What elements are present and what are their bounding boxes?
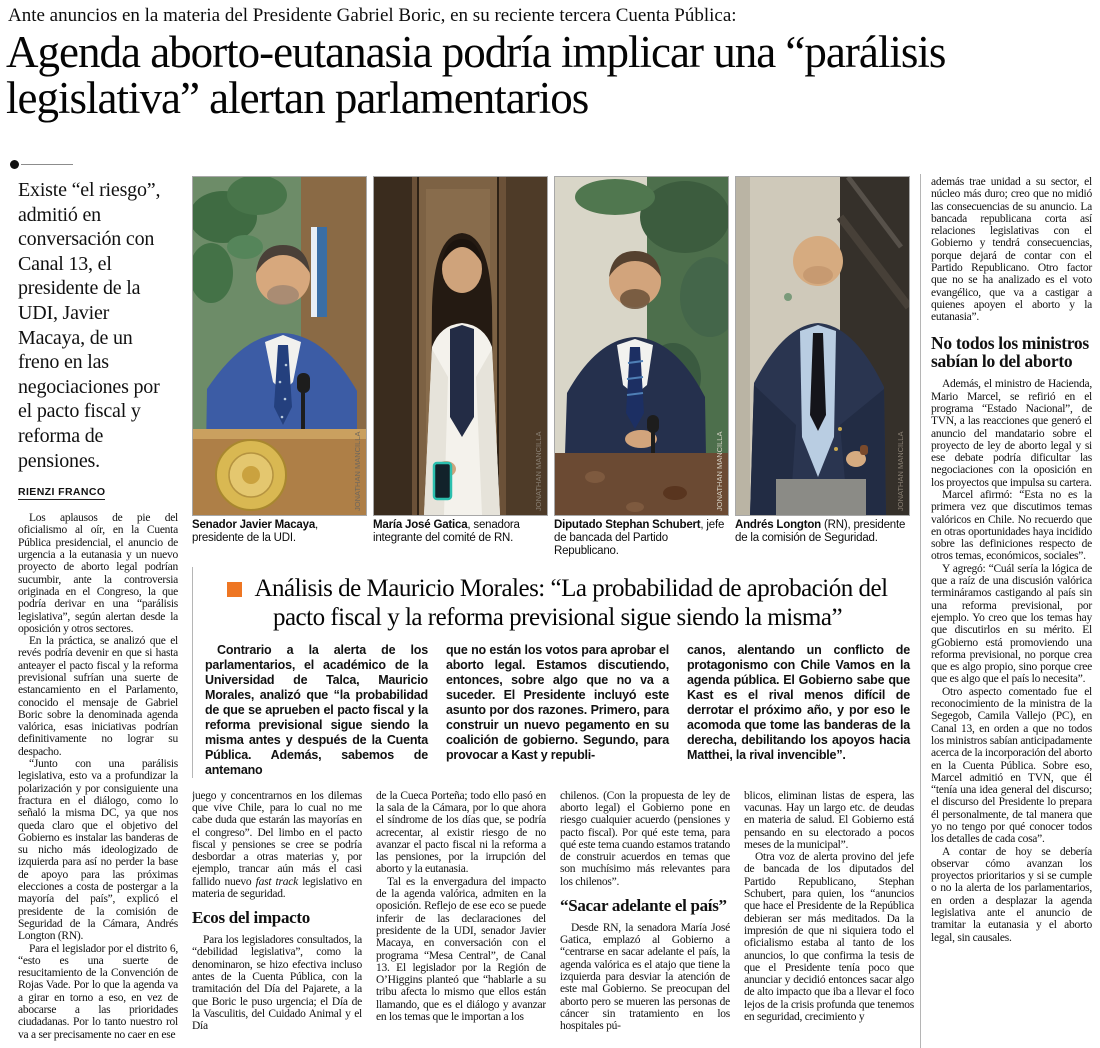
article-paragraph: Para los legisladores consultados, la “debilidad legislativa”, como la denominaron, se hizo efectiva incluso antes de la Cuenta Pública, con la tramitación del Día del Pajarete, a la que Boric le puso urgencia; el Día de la Vasculitis, del Cuidado Animal y el Día xyxy=(192,934,362,1033)
analysis-paragraph: Contrario a la alerta de los parlamentarios, el académico de la Universidad de Talca, Mauricio Morales, analizó que “la probabilidad de que se aprueben el pacto fiscal y la reforma previsional sigue siendo la misma antes y después de la Cuenta Pública. Además, sabemos de antemano xyxy=(205,642,428,777)
article-paragraph: chilenos. (Con la propuesta de ley de aborto legal) el Gobierno pone en riesgo cualquier acuerdo (pensiones y pacto fiscal). Por qué este tema, para qué este tema cuando estamos tratando de construir acuerdos en temas que son muchísimo más relevantes para los chilenos”. xyxy=(560,789,730,888)
photo-caption xyxy=(192,519,367,545)
article-paragraph: Tal es la envergadura del impacto de la agenda valórica, admiten en la oposición. Reflejo de ese eco se puede inferir de las declaraciones del presidente de la UDI, senador Javier Macaya, en conversación con el programa “Mesa Central”, de Canal 13. El legislador por la Región de O’Higgins planteó que “hablarle a su tribu afecta lo mismo que ellos están llamando, que es el diálogo y avanzar en los temas que le importan a los xyxy=(376,875,546,1023)
analysis-column-1 xyxy=(205,643,428,778)
subhead-no-todos-los-ministros: No todos los ministros sabían lo del aborto xyxy=(931,332,1089,371)
article-paragraph: blicos, eliminan listas de espera, las vacunas. Hay un largo etc. de deudas en materia de salud. El Gobierno está pensando en su electorado a pocos meses de la municipal”. xyxy=(744,789,914,851)
photo-card-schubert xyxy=(554,176,729,559)
article-paragraph: En la práctica, se analizó que el revés podría devenir en que si hasta anteayer el pacto fiscal y la reforma previsional sufrían una suerte de estancamiento en el Parlamento, conocido el mensaje de Gabriel Boric sobre la denominada agenda valórica, esas iniciativas podrían definitivamente no lograr su despacho. xyxy=(18,635,178,758)
photo-credit: JONATHAN MANCILLA xyxy=(534,431,543,511)
paragraph-text: legislativo en materia de seguridad. xyxy=(192,875,362,901)
body-column-2 xyxy=(376,790,546,1033)
photo-andres-longton xyxy=(735,176,910,516)
caption-name: Andrés Longton xyxy=(735,519,821,531)
photo-card-macaya xyxy=(192,176,367,559)
analysis-column-3 xyxy=(687,643,910,778)
right-column xyxy=(920,174,1100,1048)
caption-rest: , senadora integrante del comité de RN. xyxy=(373,519,520,545)
article-paragraph: Y agregó: “Cuál sería la lógica de que a raíz de una discusión valórica termináramos castigando al país sin una reforma previsional, por ejemplo. Yo creo que los temas hay que discutirlos en su mérito. El gGobierno está promoviendo una reforma previsional, no porque crea que es algo propio, sino porque cree que es algo que el país lo necesita”. xyxy=(931,562,1092,686)
byline: RIENZI FRANCO xyxy=(18,486,106,499)
analysis-section xyxy=(192,567,914,778)
article-paragraph: Los aplausos de pie del oficialismo al oír, en la Cuenta Pública presidencial, el anuncio de urgencia a la eutanasia y un nuevo proyecto de aborto legal podrían sucumbir, ante la controversia originada en el Congreso, la que podría derivar en una “parálisis legislativa”, según alertan desde la oposición y otros sectores. xyxy=(18,512,178,635)
photo-card-gatica xyxy=(373,176,548,559)
article-paragraph: Otra voz de alerta provino del jefe de bancada de los diputados del Partido Republicano, Stephan Schubert, para quien, los “anuncios que hace el Presidente de la República debieran ser más meditados. Da la impresión de que ni siquiera todo el oficialismo estaba al tanto de los anuncios, lo que confirma la tesis de que el Presidente tenía poco que anunciar y decidió entonces sacar algo de alto impacto que iba a llevar el foco lejos de la crisis profunda que tenemos en seguridad, crecimiento y xyxy=(744,851,914,1023)
photo-caption xyxy=(373,519,548,545)
headline: Agenda aborto-eutanasia podría implicar una “parálisis legislativa” alertan parlamentarios xyxy=(6,26,946,124)
body-column-3 xyxy=(560,790,730,1033)
article-paragraph xyxy=(192,790,362,901)
caption-rest: , presidente de la UDI. xyxy=(192,519,319,545)
caption-name: Senador Javier Macaya xyxy=(192,519,316,531)
caption-rest: , jefe de bancada del Partido Republicano. xyxy=(554,519,725,558)
article-paragraph: A contar de hoy se debería observar cómo avanzan los proyectos prioritarios y si se cumple o no la alerta de los parlamentarios, en orden a desplazar la agenda legislativa ante el anuncio de tramitar la eutanasia y el aborto legal, sin causales. xyxy=(931,845,1092,944)
photo-caption xyxy=(735,519,910,545)
photo-credit: JONATHAN MANCILLA xyxy=(715,431,724,511)
article-paragraph: Otro aspecto comentado fue el reconocimiento de la ministra de la Segegob, Camila Vallejo (PC), en Canal 13, en orden a que no todos los ministros sabían anticipadamente acerca de la incorporación del aborto en la Cuenta Pública. Sobre eso, Marcel admitió en TVN, que él “tenía una idea general del discurso; el discurso del Presidente lo prepara él personalmente, de tal manera que yo no tengo por qué conocer todos los detalles de cada cosa”. xyxy=(931,685,1092,846)
article-paragraph: de la Cueca Porteña; todo ello pasó en la sala de la Cámara, por lo que ahora el síndrome de los días que, se podría acrecentar, al existir riesgo de no avanzar el pacto fiscal ni la reforma a las pensiones, por la irrupción del aborto y la eutanasia. xyxy=(376,789,546,876)
photo-card-longton xyxy=(735,176,910,559)
article-paragraph: Para el legislador por el distrito 6, “esto es una suerte de resucitamiento de la Convención de Rojas Vade. Por lo que la agenda va a girar en torno a eso, en vez de abocarse a las prioridades ciudadanas. Por lo tanto nuestro rol va a ser precisamente no caer en ese xyxy=(18,942,178,1041)
photo-javier-macaya xyxy=(192,176,367,516)
body-column-4 xyxy=(744,790,914,1033)
orange-square-icon xyxy=(227,582,242,597)
article-paragraph: Desde RN, la senadora María José Gatica, emplazó al Gobierno a “centrarse en sacar adelante el país, la agenda valórica es el atajo que tiene la izquierda para desviar la atención de este mal Gobierno. Se preocupan del aborto pero se mueren las personas de cáncer sin tratamiento en los hospitales pú- xyxy=(560,921,730,1033)
subhead-ecos-del-impacto: Ecos del impacto xyxy=(192,908,310,928)
body-column-1 xyxy=(192,790,362,1033)
article-paragraph: además trae unidad a su sector, el núcleo más duro; creo que no midió las consecuencias de su anuncio. La bancada republicana corta así relaciones legislativas con el Gobierno y tendrá consecuencias, porque dejará de contar con el Partido Republicano. Otro factor que no se ha analizado es el voto evangélico, que va a castigar a quienes apoyen el aborto y la eutanasia”. xyxy=(931,176,1092,324)
photo-credit: JONATHAN MANCILLA xyxy=(353,431,362,511)
lead-marker xyxy=(10,160,73,169)
photo-stephan-schubert xyxy=(554,176,729,516)
caption-name: Diputado Stephan Schubert xyxy=(554,519,701,531)
bullet-dot-icon xyxy=(10,160,19,169)
italic-phrase: fast track xyxy=(255,875,298,888)
caption-rest: (RN), presidente de la comisión de Seguridad. xyxy=(735,519,906,545)
kicker: Ante anuncios en la materia del Presidente Gabriel Boric, en su reciente tercera Cuenta Pública: xyxy=(8,5,737,26)
analysis-paragraph: canos, alentando un conflicto de protagonismo con Chile Vamos en la agenda pública. El Gobierno sabe que Kast es el rival menos difícil de derrotar el próximo año, y por eso le acomoda que tome las banderas de la derecha, debilitando los apoyos hacia Matthei, la rival invencible”. xyxy=(687,642,910,762)
article-paragraph: “Junto con una parálisis legislativa, esto va a profundizar la polarización y por consiguiente una fractura en el diálogo, como lo señaló la misma DC, ya que nos queda claro que el objetivo del Gobierno es instalar las banderas de su nicho más ideologizado de izquierda para así no perder la base de apoyo para las próximas elecciones a costa de postergar a la mayoría del país”, explicó el presidente de la comisión de Seguridad de la Cámara, Andrés Longton (RN). xyxy=(18,758,178,943)
analysis-headline xyxy=(205,574,910,632)
analysis-paragraph: que no están los votos para aprobar el aborto legal. Estamos discutiendo, entonces, sobre algo que no va a suceder. El Presidente incluyó este asunto por dos razones. Primero, para construir un nuevo pegamento en su coalición de gobierno. Segundo, para provocar a Kast y republi- xyxy=(446,642,669,762)
left-column xyxy=(0,174,186,1048)
article-paragraph: Además, el ministro de Hacienda, Mario Marcel, se refirió en el programa “Estado Nacional”, de TVN, a las reacciones que generó el anuncio del mandatario sobre el proyecto de ley de aborto legal y si ese debate podría dificultar las negociaciones con la oposición en los proyectos que impulsa su cartera. xyxy=(931,378,1092,489)
article-paragraph: Marcel afirmó: “Esta no es la primera vez que discutimos temas valóricos en Chile. No recuerdo que en otras oportunidades haya incidido sobre las definiciones respecto de otros temas, económicos, sociales”. xyxy=(931,488,1092,563)
body-columns xyxy=(192,790,914,1033)
photo-maria-jose-gatica xyxy=(373,176,548,516)
left-column-body xyxy=(18,512,178,1041)
subhead-sacar-adelante: “Sacar adelante el país” xyxy=(560,896,727,916)
analysis-intro xyxy=(205,643,910,778)
photo-credit: JONATHAN MANCILLA xyxy=(896,431,905,511)
caption-name: María José Gatica xyxy=(373,519,468,531)
lead-paragraph: Existe “el riesgo”, admitió en conversación con Canal 13, el presidente de la UDI, Javier Macaya, de un freno en las negociaciones por el pacto fiscal y reforma de pensiones. xyxy=(18,179,161,472)
analysis-headline-text: Análisis de Mauricio Morales: “La probabilidad de aprobación del pacto fiscal y la reforma previsional sigue siendo la misma” xyxy=(254,574,888,631)
center-zone xyxy=(186,174,920,1048)
rule-dash xyxy=(21,164,73,165)
analysis-column-2 xyxy=(446,643,669,778)
photo-caption xyxy=(554,519,729,559)
photo-row xyxy=(192,176,914,559)
paragraph-text: juego y concentrarnos en los dilemas que vive Chile, para lo cual no me cabe duda que estarán las mayorías en el congreso”. Del limbo en el pacto fiscal y pensiones se cree se podría desbordar a otras materias y, por ejemplo, trancar aún más el casi fallido nuevo xyxy=(192,789,362,888)
